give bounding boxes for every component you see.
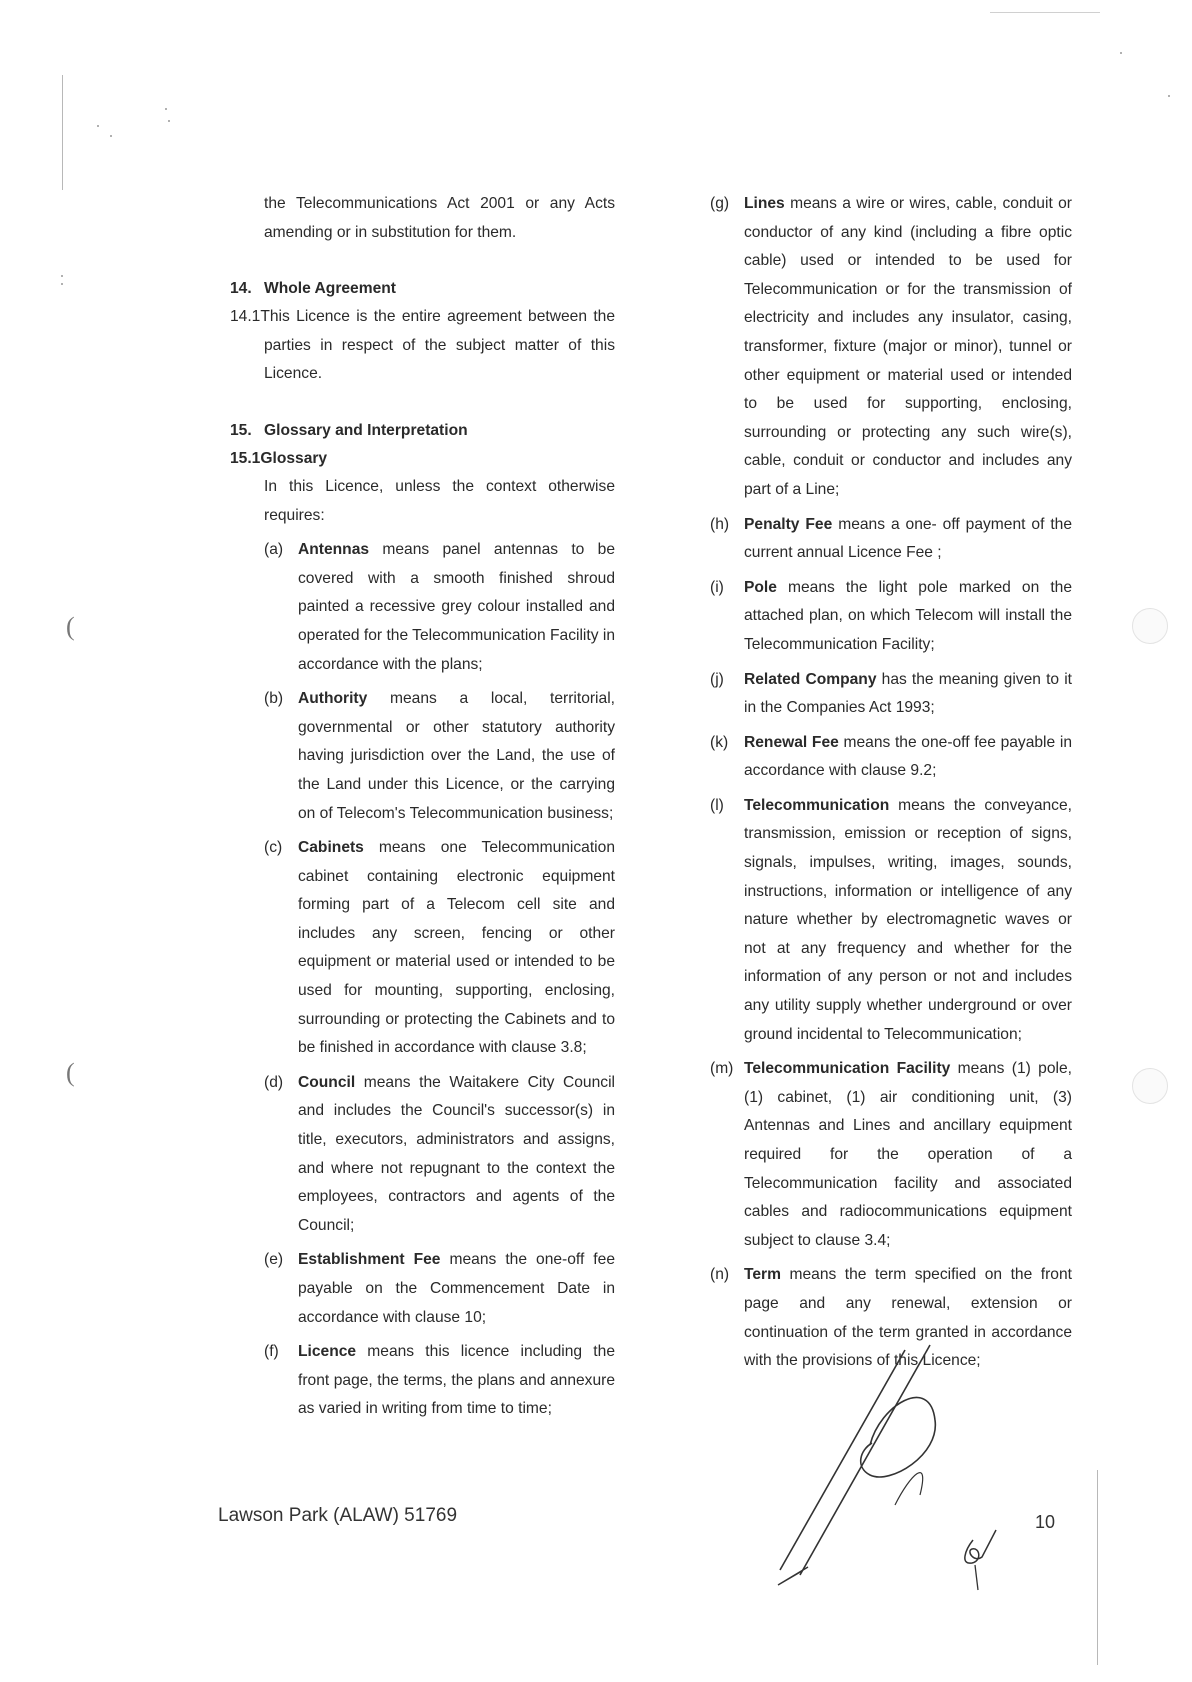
right-column (710, 190, 1072, 1376)
left-definitions-list (230, 536, 615, 1424)
definition-label: (e) (264, 1251, 284, 1269)
definition-term: Telecommunication (744, 796, 890, 814)
definition-text: means a local, territorial, governmental or other statutory authority having jurisdiction over the Land, the use of the Land under this Licence, or the carrying on of Telecom's Telecommunication business; (298, 690, 615, 822)
definition-label: (g) (710, 195, 730, 212)
definition-item (710, 792, 1072, 1049)
definition-label: (k) (710, 733, 729, 751)
punch-hole (1132, 608, 1168, 644)
clause-title: Glossary (260, 449, 328, 467)
definition-label: (a) (264, 541, 284, 559)
definition-label: (i) (710, 578, 724, 596)
scan-bracket-mark: ( (66, 1058, 75, 1087)
definition-label: (n) (710, 1266, 730, 1284)
definition-term: Authority (298, 690, 368, 708)
definition-item (264, 834, 615, 1063)
clause-text: This Licence is the entire agreement between the parties in respect of the subject matter of this Licence. (260, 308, 615, 383)
definition-text: means the term specified on the front page and any renewal, extension or continuation of the term granted in accordance with the provisions of this Licence; (744, 1266, 1072, 1370)
definition-term: Term (744, 1266, 781, 1284)
definition-text: means the one-off fee payable in accordance with clause 9.2; (744, 733, 1073, 780)
definition-item (710, 511, 1072, 568)
scan-speck (1168, 95, 1170, 97)
definition-term: Telecommunication Facility (744, 1060, 951, 1078)
definition-item (264, 685, 615, 828)
section-title: Whole Agreement (264, 280, 396, 298)
definition-item (710, 729, 1072, 786)
handwritten-signature (760, 1335, 1060, 1595)
scan-edge-line-left (62, 75, 63, 190)
definition-text: means (1) pole, (1) cabinet, (1) air conditioning unit, (3) Antennas and Lines and ancillary equipment required for the operation of a Telecommunication facility and associated cables and radiocommunications equipment subject to clause 3.4; (744, 1060, 1072, 1249)
definition-label: (m) (710, 1060, 734, 1078)
definition-term: Pole (744, 578, 777, 596)
definition-item (710, 1055, 1072, 1255)
clause-15-1-heading (230, 445, 615, 473)
definition-term: Cabinets (298, 839, 364, 857)
left-column (230, 190, 615, 1424)
scan-speck (165, 108, 167, 110)
definition-item (264, 1338, 615, 1424)
definition-item (710, 666, 1072, 723)
definition-text: means the one-off fee payable on the Commencement Date in accordance with clause 10; (298, 1251, 615, 1326)
document-reference: Lawson Park (ALAW) 51769 (218, 1505, 458, 1526)
definition-term: Establishment Fee (298, 1251, 441, 1269)
definition-text: means a one- off payment of the current annual Licence Fee ; (744, 515, 1073, 562)
scan-speck (168, 120, 170, 122)
clause-number: 14.1 (230, 308, 261, 326)
definition-label: (j) (710, 670, 724, 688)
definition-item (710, 190, 1072, 505)
scan-speck (61, 283, 63, 285)
definition-text: means this licence including the front page, the terms, the plans and annexure as varied in writing from time to time; (298, 1343, 615, 1418)
definition-label: (l) (710, 796, 724, 814)
definition-text: means the light pole marked on the attached plan, on which Telecom will install the Telecommunication Facility; (744, 578, 1072, 653)
section-14-heading (230, 275, 615, 303)
scan-speck (61, 275, 63, 277)
clause-14-1 (230, 303, 615, 389)
definition-label: (c) (264, 839, 283, 857)
definition-text: means a wire or wires, cable, conduit or conductor of any kind (including a fibre optic cable) used or intended to be used for Telecommunication or for the transmission of electricity and includes any insulator, casing, transformer, fixture (major or minor), tunnel or other equipment or material used or intended to be used for supporting, enclosing, surrounding or protecting any such wire(s), cable, conduit or conductor and includes any part of a Line; (744, 195, 1072, 498)
punch-hole (1132, 1068, 1168, 1104)
section-number: 14. (230, 280, 252, 298)
intro-continuation: the Telecommunications Act 2001 or any Acts amending or in substitution for them. (264, 195, 615, 241)
page-number: 10 (1035, 1512, 1056, 1532)
definition-text: has the meaning given to it in the Companies Act 1993; (744, 670, 1072, 717)
definition-term: Council (298, 1073, 356, 1091)
scan-speck (1120, 52, 1122, 54)
definition-term: Renewal Fee (744, 733, 839, 751)
clause-number: 15.1 (230, 449, 261, 467)
scan-speck (97, 125, 99, 127)
definition-item (710, 574, 1072, 660)
scan-bracket-mark: ( (66, 612, 75, 641)
scan-speck (110, 135, 112, 137)
right-definitions-list (710, 190, 1072, 1376)
definition-item (264, 1246, 615, 1332)
definition-item (264, 1069, 615, 1241)
section-15-heading (230, 417, 615, 445)
scan-edge-line-top-right (990, 12, 1100, 13)
definition-label: (d) (264, 1073, 284, 1091)
definition-text: means one Telecommunication cabinet containing electronic equipment forming part of a Telecom cell site and includes any screen, fencing or other equipment or material used or intended to be used for mounting, supporting, enclosing, surrounding or protecting the Cabinets and to be finished in accordance with clause 3.8; (298, 839, 615, 1057)
definition-text: means the Waitakere City Council and includes the Council's successor(s) in title, executors, administrators and assigns, and where not repugnant to the context the employees, contractors and agents of the Council; (298, 1073, 615, 1234)
section-title: Glossary and Interpretation (264, 421, 468, 439)
section-number: 15. (230, 421, 252, 439)
definition-text: means the conveyance, transmission, emission or reception of signs, signals, impulses, writing, images, sounds, instructions, information or intelligence of any nature whether by electromagnetic waves or not at any frequency and whether for the information of any person or not and includes any utility supply whether underground or over ground incidental to Telecommunication; (744, 796, 1072, 1043)
glossary-intro: In this Licence, unless the context otherwise requires: (264, 477, 615, 524)
definition-term: Antennas (298, 541, 370, 559)
definition-item (264, 536, 615, 679)
definition-term: Lines (744, 195, 785, 212)
definition-term: Licence (298, 1343, 357, 1361)
definition-label: (h) (710, 515, 730, 533)
definition-term: Related Company (744, 670, 877, 688)
definition-label: (f) (264, 1343, 279, 1361)
definition-term: Penalty Fee (744, 515, 833, 533)
definition-label: (b) (264, 690, 284, 708)
definition-text: means panel antennas to be covered with a smooth finished shroud painted a recessive grey colour installed and operated for the Telecommunication Facility in accordance with the plans; (298, 541, 615, 673)
scan-edge-line-right (1097, 1470, 1098, 1665)
